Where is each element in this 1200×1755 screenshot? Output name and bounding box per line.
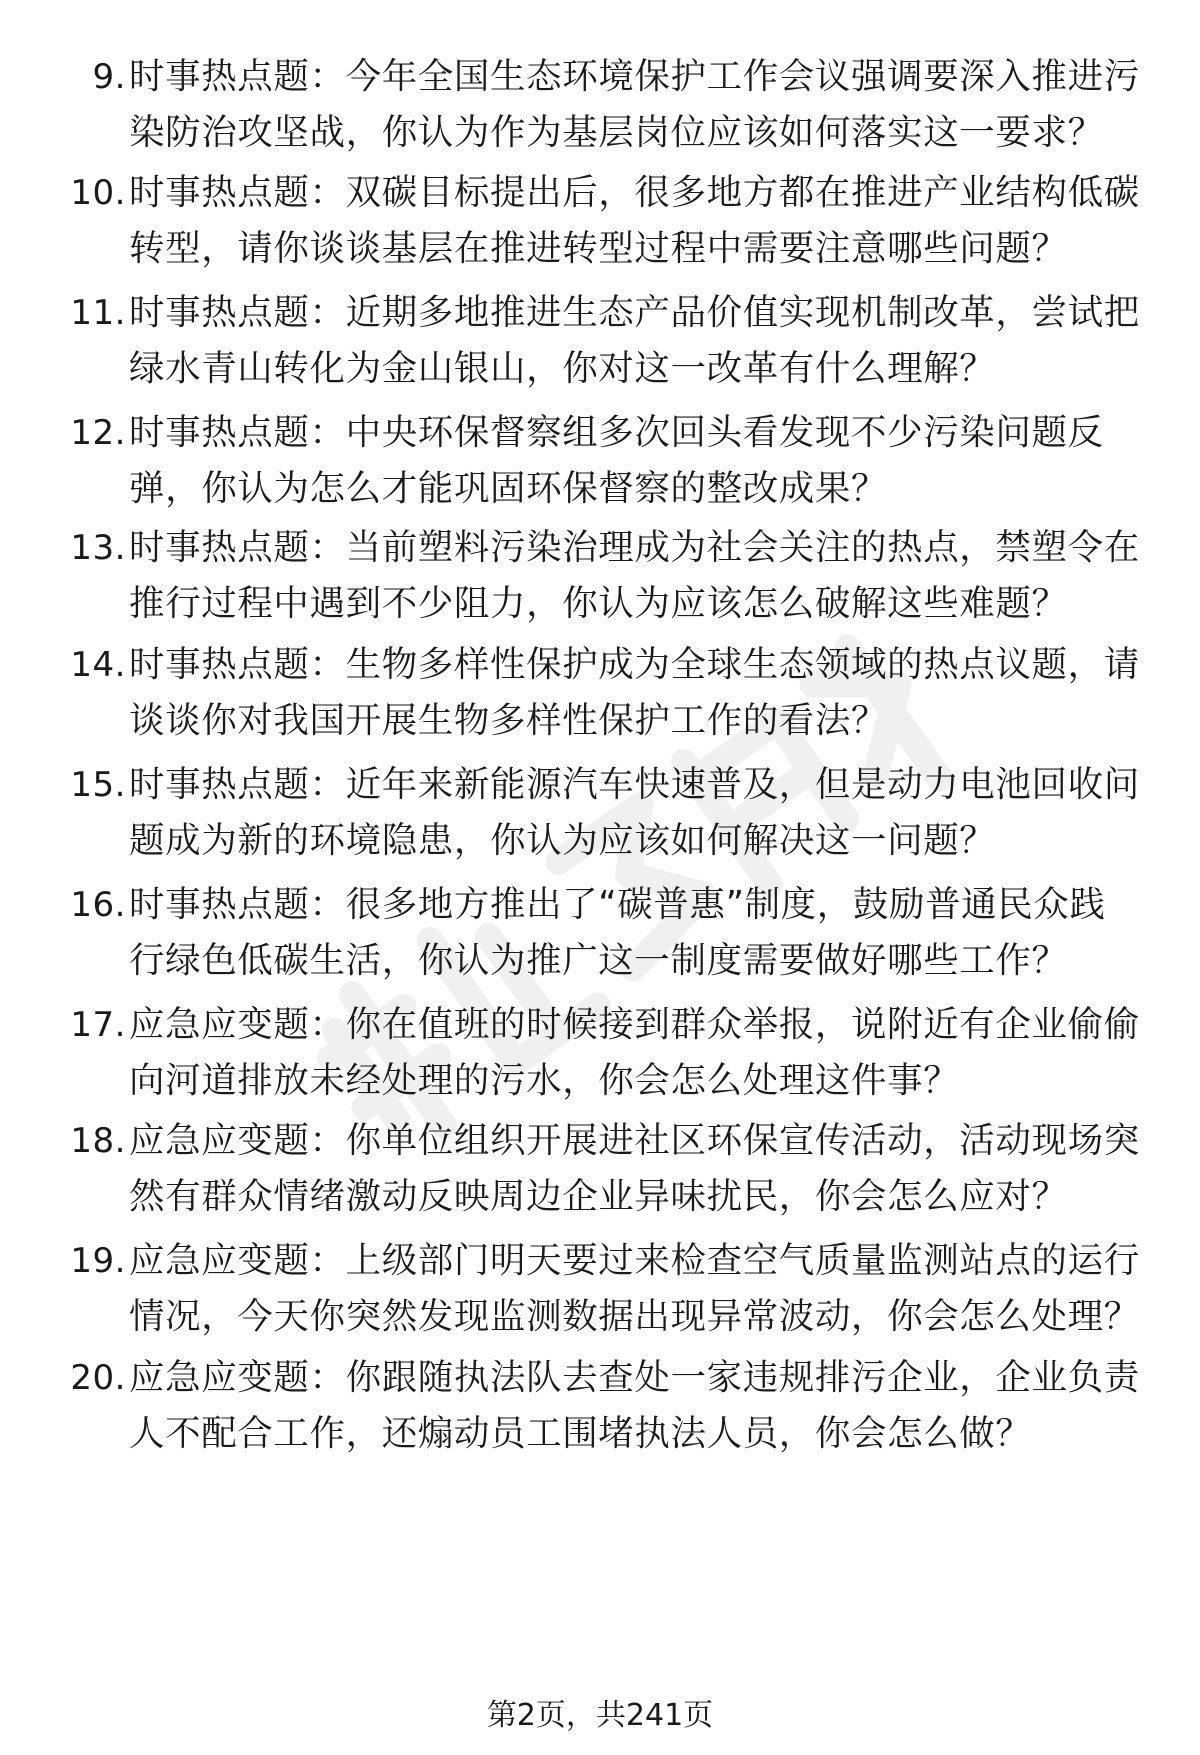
question-number: 10.: [70, 173, 126, 213]
question-line: 时事热点题：双碳目标提出后，很多地方都在推进产业结构低碳: [129, 172, 1140, 213]
question-text: [129, 877, 1139, 989]
question-line: 应急应变题：上级部门明天要过来检查空气质量监测站点的运行: [129, 1240, 1140, 1281]
question-line: 时事热点题：当前塑料污染治理成为社会关注的热点，禁塑令在: [129, 527, 1140, 568]
question-text: [129, 520, 1139, 632]
question-text: [129, 1233, 1139, 1345]
question-text: [129, 49, 1139, 161]
question-number: 18.: [70, 1121, 126, 1161]
question-item: [0, 997, 1200, 1101]
question-line: 应急应变题：你单位组织开展进社区环保宣传活动，活动现场突: [129, 1120, 1140, 1161]
question-text: [129, 405, 1139, 517]
question-number: 13.: [70, 528, 126, 568]
question-line: 应急应变题：你跟随执法队去查处一家违规排污企业，企业负责: [129, 1357, 1140, 1398]
question-line: 然有群众情绪激动反映周边企业异味扰民，你会怎么应对？: [129, 1176, 1068, 1217]
question-line: 谈谈你对我国开展生物多样性保护工作的看法？: [129, 700, 888, 741]
question-item: [0, 1350, 1200, 1454]
question-number: 20.: [70, 1358, 126, 1398]
question-number: 15.: [70, 765, 126, 805]
question-number: 14.: [70, 645, 126, 685]
question-line: 推行过程中遇到不少阻力，你认为应该怎么破解这些难题？: [129, 583, 1068, 624]
question-item: [0, 405, 1200, 509]
question-item: [0, 520, 1200, 624]
question-item: [0, 877, 1200, 981]
question-number: 17.: [70, 1005, 126, 1045]
question-line: 时事热点题：近年来新能源汽车快速普及，但是动力电池回收问: [129, 764, 1140, 805]
question-line: 弹，你认为怎么才能巩固环保督察的整改成果？: [129, 468, 888, 509]
question-line: 转型，请你谈谈基层在推进转型过程中需要注意哪些问题？: [129, 228, 1068, 269]
question-line: 时事热点题：生物多样性保护成为全球生态领域的热点议题，请: [129, 644, 1140, 685]
question-number: 12.: [70, 413, 126, 453]
question-line: 时事热点题：近期多地推进生态产品价值实现机制改革，尝试把: [129, 292, 1140, 333]
question-line: 时事热点题：很多地方推出了“碳普惠”制度，鼓励普通民众践: [129, 884, 1106, 925]
question-line: 绿水青山转化为金山银山，你对这一改革有什么理解？: [129, 348, 996, 389]
question-line: 时事热点题：中央环保督察组多次回头看发现不少污染问题反: [129, 412, 1104, 453]
question-item: [0, 1233, 1200, 1337]
question-text: [129, 285, 1139, 397]
question-text: [129, 1350, 1139, 1462]
question-line: 向河道排放未经处理的污水，你会怎么处理这件事？: [129, 1060, 960, 1101]
question-line: 题成为新的环境隐患，你认为应该如何解决这一问题？: [129, 820, 996, 861]
question-item: [0, 285, 1200, 389]
question-item: [0, 637, 1200, 741]
question-item: [0, 49, 1200, 153]
question-line: 人不配合工作，还煽动员工围堵执法人员，你会怎么做？: [129, 1413, 1032, 1454]
question-text: [129, 165, 1139, 277]
question-line: 应急应变题：你在值班的时候接到群众举报，说附近有企业偷偷: [129, 1004, 1140, 1045]
question-line: 时事热点题：今年全国生态环境保护工作会议强调要深入推进污: [129, 56, 1140, 97]
question-item: [0, 165, 1200, 269]
question-line: 情况，今天你突然发现监测数据出现异常波动，你会怎么处理？: [129, 1296, 1140, 1337]
question-line: 行绿色低碳生活，你认为推广这一制度需要做好哪些工作？: [129, 940, 1068, 981]
question-text: [129, 997, 1139, 1109]
question-item: [0, 1113, 1200, 1217]
question-line: 染防治攻坚战，你认为作为基层岗位应该如何落实这一要求？: [129, 112, 1104, 153]
question-number: 19.: [70, 1241, 126, 1281]
question-number: 16.: [70, 885, 126, 925]
question-item: [0, 757, 1200, 861]
question-text: [129, 757, 1139, 869]
page-footer: 第2页，共241页: [486, 1698, 714, 1733]
question-text: [129, 637, 1139, 749]
question-text: [129, 1113, 1139, 1225]
question-number: 9.: [92, 57, 126, 97]
question-number: 11.: [70, 293, 126, 333]
